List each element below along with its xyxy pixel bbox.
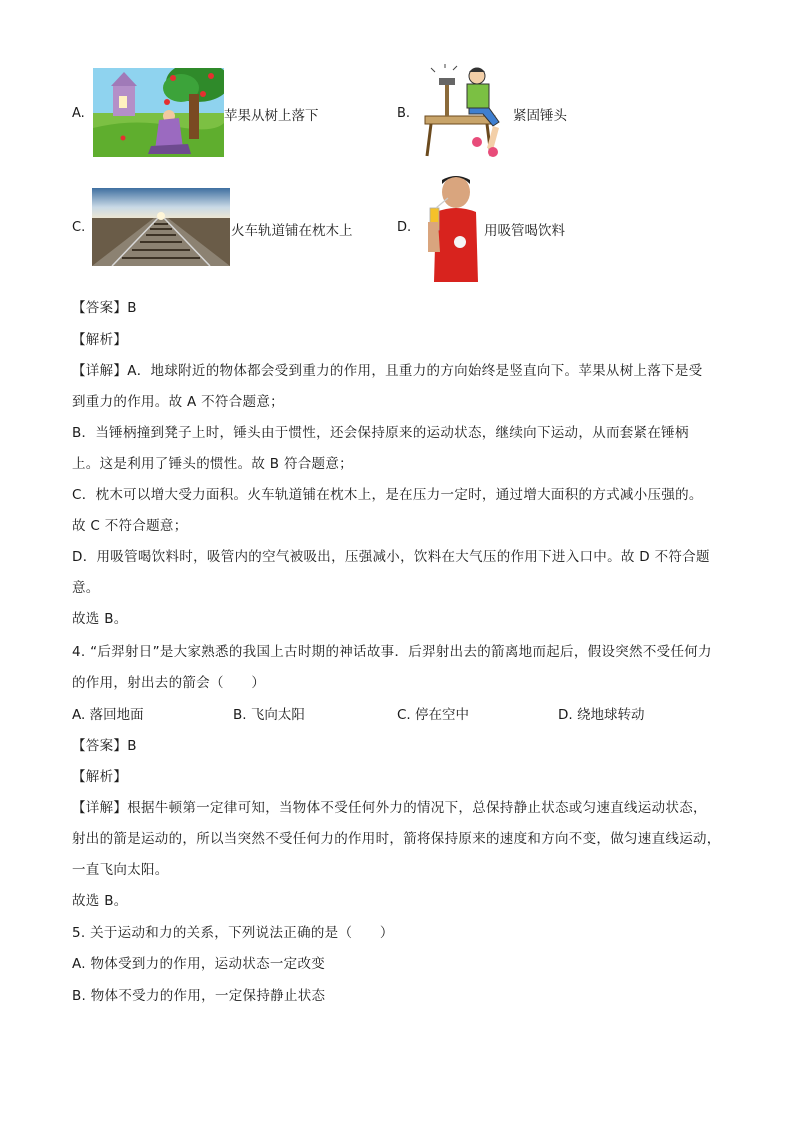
q4-detail-line-2: 射出的箭是运动的，所以当突然不受任何力的作用时，箭将保持原来的速度和方向不变，做匀速直线运动， bbox=[72, 831, 721, 847]
q4-stem-line-1: 4. “后羿射日”是大家熟悉的我国上古时期的神话故事．后羿射出去的箭离地而起后，假设突然不受任何力 bbox=[72, 644, 712, 660]
q4-stem-line-2: 的作用，射出去的箭会（ ） bbox=[72, 675, 266, 691]
q3-detail-line-5: C．枕木可以增大受力面积。火车轨道铺在枕木上，是在压力一定时，通过增大面积的方式减小压强的。 bbox=[72, 487, 703, 503]
option-c-label: C. bbox=[72, 220, 86, 235]
q4-option-c: C. 停在空中 bbox=[397, 707, 470, 723]
q3-detail-line-7: D．用吸管喝饮料时，吸管内的空气被吸出，压强减小，饮料在大气压的作用下进入口中。故 D 不符合题 bbox=[72, 549, 710, 565]
q5-option-a: A. 物体受到力的作用，运动状态一定改变 bbox=[72, 956, 326, 972]
q4-option-b: B. 飞向太阳 bbox=[233, 707, 305, 723]
hammer-bench-picture bbox=[417, 64, 512, 160]
q3-detail-line-3: B．当锤柄撞到凳子上时，锤头由于惯性，还会保持原来的运动状态，继续向下运动，从而套紧在锤柄 bbox=[72, 425, 689, 441]
q4-option-a: A. 落回地面 bbox=[72, 707, 144, 723]
q3-detail-line-2: 到重力的作用。故 A 不符合题意； bbox=[72, 394, 284, 410]
q5-stem: 5. 关于运动和力的关系，下列说法正确的是（ ） bbox=[72, 925, 394, 941]
q4-detail-line-1: 【详解】根据牛顿第一定律可知，当物体不受任何外力的情况下，总保持静止状态或匀速直线运动状态， bbox=[72, 800, 707, 816]
q4-conclusion: 故选 B。 bbox=[72, 893, 128, 909]
option-a-caption: 苹果从树上落下 bbox=[224, 108, 319, 124]
q3-detail-line-8: 意。 bbox=[72, 580, 100, 596]
q4-detail-line-3: 一直飞向太阳。 bbox=[72, 862, 169, 878]
q4-answer: 【答案】B bbox=[72, 738, 137, 754]
option-d-caption: 用吸管喝饮料 bbox=[484, 223, 565, 239]
q4-analysis-title: 【解析】 bbox=[72, 769, 128, 785]
q3-conclusion: 故选 B。 bbox=[72, 611, 128, 627]
q3-detail-line-4: 上。这是利用了锤头的惯性。故 B 符合题意； bbox=[72, 456, 353, 472]
option-c-caption: 火车轨道铺在枕木上 bbox=[231, 223, 353, 239]
option-b-label: B. bbox=[397, 106, 411, 121]
railway-sleepers-picture bbox=[92, 188, 230, 266]
option-d-label: D. bbox=[397, 220, 412, 235]
q3-detail-line-6: 故 C 不符合题意； bbox=[72, 518, 188, 534]
q4-option-d: D. 绕地球转动 bbox=[558, 707, 645, 723]
option-b-caption: 紧固锤头 bbox=[513, 108, 567, 124]
boy-drinking-picture bbox=[420, 172, 482, 282]
q3-detail-line-1: 【详解】A．地球附近的物体都会受到重力的作用，且重力的方向始终是竖直向下。苹果从树上落下是受 bbox=[72, 363, 703, 379]
apple-falling-picture bbox=[93, 68, 224, 157]
q5-option-b: B. 物体不受力的作用，一定保持静止状态 bbox=[72, 988, 326, 1004]
option-a-label: A. bbox=[72, 106, 85, 121]
q3-answer: 【答案】B bbox=[72, 300, 137, 316]
q3-analysis-title: 【解析】 bbox=[72, 332, 128, 348]
